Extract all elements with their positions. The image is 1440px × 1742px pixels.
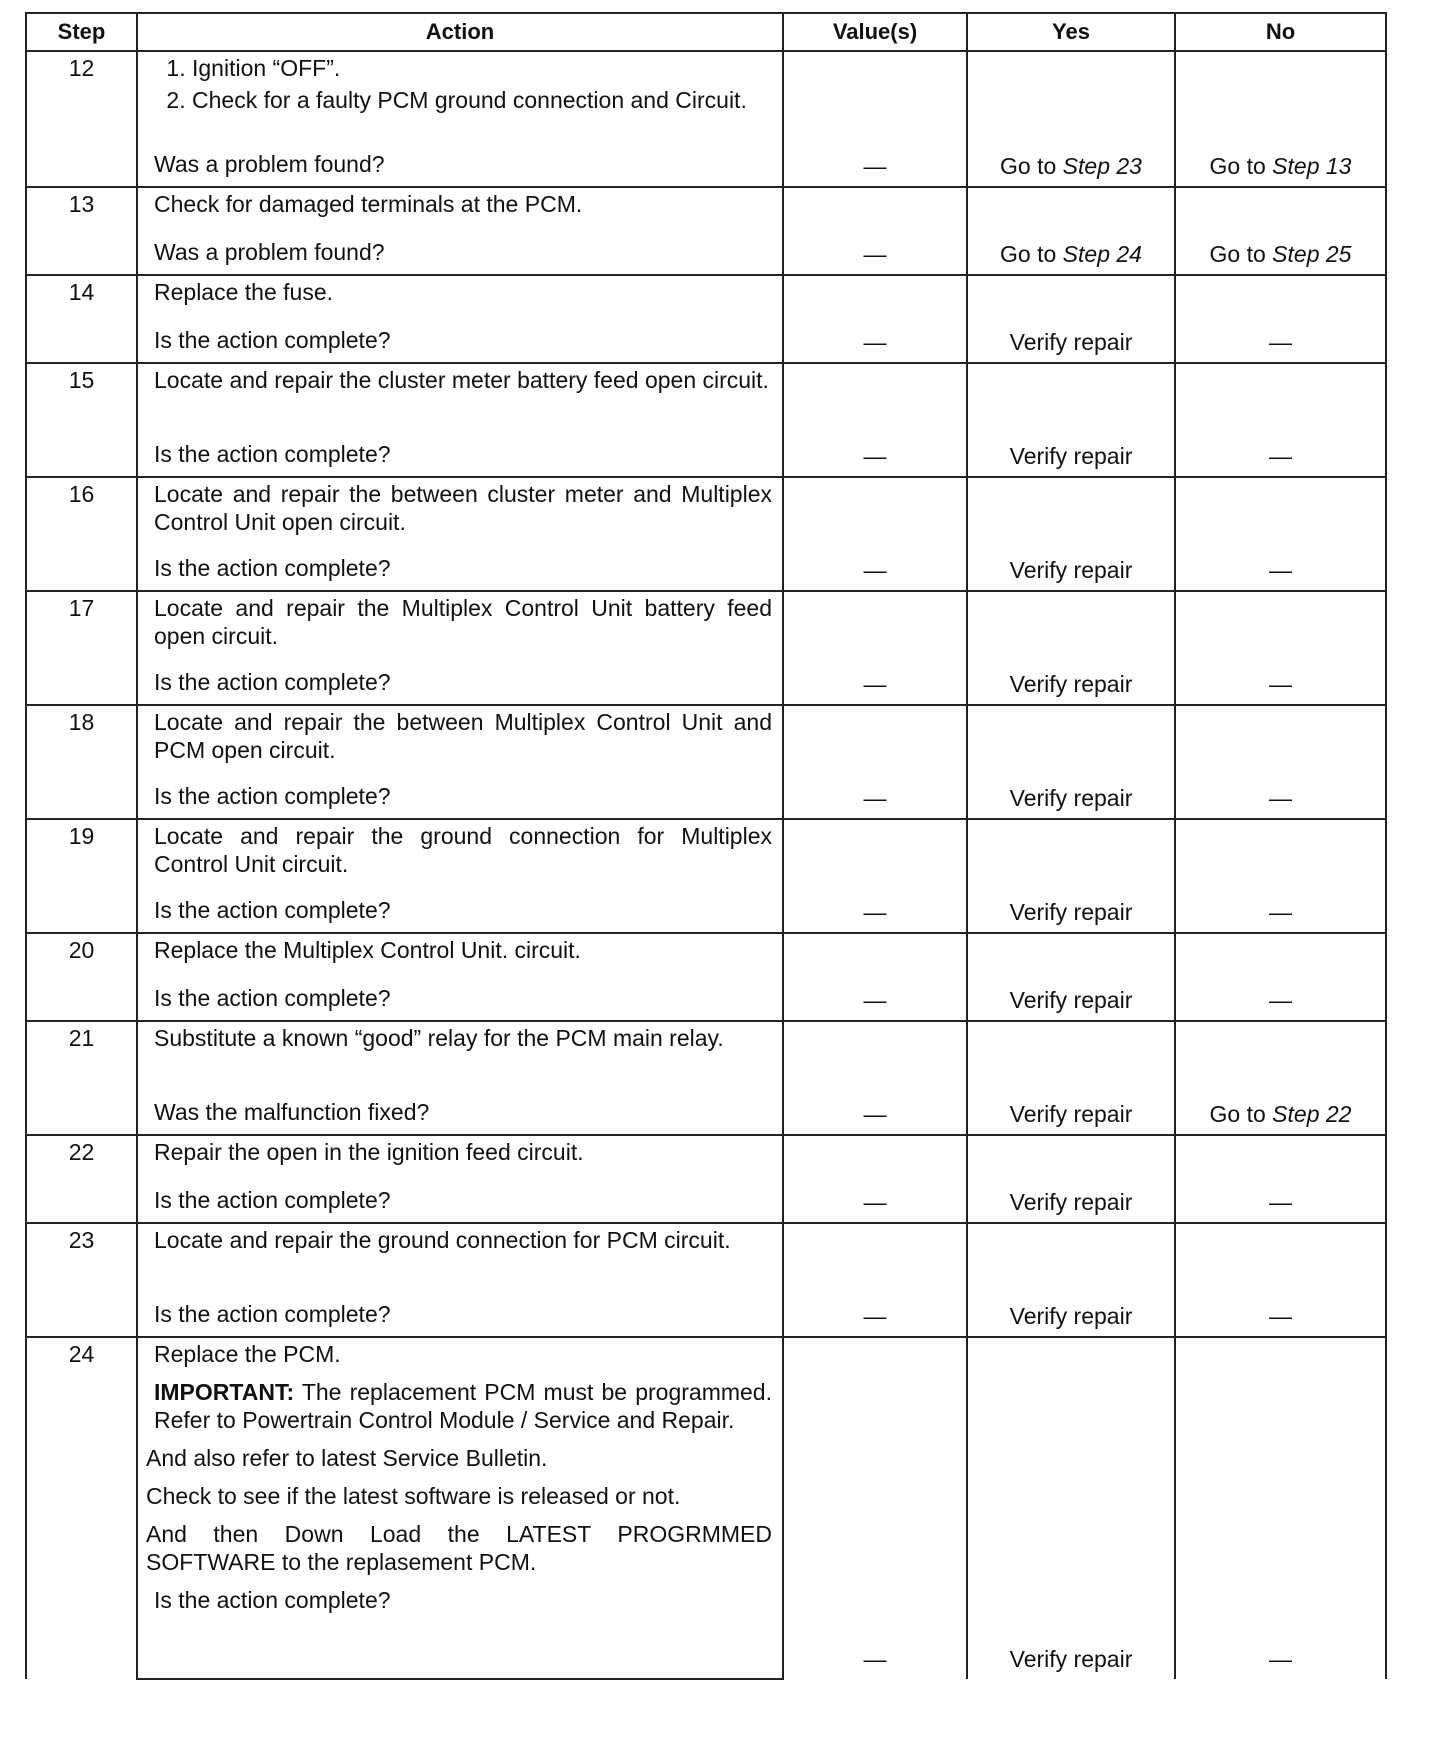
value-cell: — bbox=[783, 705, 967, 819]
important-note bbox=[154, 1378, 772, 1434]
yes-cell bbox=[967, 51, 1175, 187]
step-number: 15 bbox=[26, 363, 137, 477]
action-text bbox=[137, 591, 783, 654]
step-number: 22 bbox=[26, 1135, 137, 1223]
question-text bbox=[137, 1172, 783, 1223]
action-line: 2. Check for a faulty PCM ground connection and Circuit. bbox=[192, 86, 772, 114]
question-text bbox=[137, 970, 783, 1021]
action-text bbox=[137, 51, 783, 140]
no-cell: — bbox=[1175, 1337, 1386, 1679]
question-text bbox=[137, 540, 783, 591]
action-line: Locate and repair the ground connection for Multiplex Control Unit circuit. bbox=[154, 823, 772, 877]
value-cell: — bbox=[783, 275, 967, 363]
question: Is the action complete? bbox=[154, 441, 391, 467]
action-line: Repair the open in the ignition feed circuit. bbox=[154, 1139, 584, 1165]
question-text bbox=[137, 224, 783, 275]
step-number: 21 bbox=[26, 1021, 137, 1135]
no-cell: — bbox=[1175, 363, 1386, 477]
question-text bbox=[137, 882, 783, 933]
table-row-step-16 bbox=[26, 477, 1386, 540]
yes-cell: Verify repair bbox=[967, 363, 1175, 477]
question-text bbox=[137, 140, 783, 187]
step-number: 16 bbox=[26, 477, 137, 591]
table-row-step-24 bbox=[26, 1337, 1386, 1636]
action-line: Locate and repair the cluster meter battery feed open circuit. bbox=[154, 367, 769, 393]
yes-cell: Verify repair bbox=[967, 1021, 1175, 1135]
action-text bbox=[137, 1135, 783, 1172]
header-step: Step bbox=[26, 13, 137, 51]
table-row-step-22 bbox=[26, 1135, 1386, 1172]
yes-cell: Verify repair bbox=[967, 275, 1175, 363]
yes-cell: Verify repair bbox=[967, 477, 1175, 591]
action-line: Locate and repair the Multiplex Control Unit battery feed open circuit. bbox=[154, 595, 772, 649]
no-cell: — bbox=[1175, 1135, 1386, 1223]
no-prefix: Go to bbox=[1209, 153, 1273, 179]
extra-line: And then Down Load the LATEST PROGRMMED SOFTWARE to the replasement PCM. bbox=[146, 1521, 772, 1575]
step-number: 23 bbox=[26, 1223, 137, 1337]
action-text bbox=[137, 1021, 783, 1084]
question-text bbox=[137, 1084, 783, 1135]
table-row-step-15 bbox=[26, 363, 1386, 426]
yes-prefix: Go to bbox=[1000, 241, 1063, 267]
action-text bbox=[137, 477, 783, 540]
action-line: Replace the PCM. bbox=[154, 1341, 341, 1367]
question: Was a problem found? bbox=[154, 239, 385, 265]
action-spacer bbox=[137, 1636, 783, 1679]
action-text bbox=[137, 819, 783, 882]
no-cell: — bbox=[1175, 933, 1386, 1021]
yes-cell: Verify repair bbox=[967, 591, 1175, 705]
yes-cell: Verify repair bbox=[967, 933, 1175, 1021]
question: Is the action complete? bbox=[154, 555, 391, 581]
no-step-ref: Step 25 bbox=[1272, 241, 1352, 267]
diagnostic-steps-table bbox=[25, 12, 1387, 1680]
action-line: Replace the fuse. bbox=[154, 279, 334, 305]
question: Is the action complete? bbox=[154, 669, 391, 695]
no-prefix: Go to bbox=[1209, 1101, 1273, 1127]
yes-cell: Verify repair bbox=[967, 705, 1175, 819]
action-line: Replace the Multiplex Control Unit. circuit. bbox=[154, 937, 581, 963]
extra-line: And also refer to latest Service Bulletin. bbox=[146, 1445, 548, 1471]
table-row-step-14 bbox=[26, 275, 1386, 312]
action-text bbox=[137, 933, 783, 970]
value-cell: — bbox=[783, 187, 967, 275]
table-row-step-18 bbox=[26, 705, 1386, 768]
question: Is the action complete? bbox=[154, 985, 391, 1011]
no-cell: — bbox=[1175, 819, 1386, 933]
step-number: 17 bbox=[26, 591, 137, 705]
question-text bbox=[137, 312, 783, 363]
question-text bbox=[137, 426, 783, 477]
no-prefix: Go to bbox=[1209, 241, 1273, 267]
no-cell: — bbox=[1175, 275, 1386, 363]
value-cell: — bbox=[783, 1135, 967, 1223]
no-cell bbox=[1175, 187, 1386, 275]
question-text bbox=[137, 654, 783, 705]
table-row-step-20 bbox=[26, 933, 1386, 970]
value-cell: — bbox=[783, 591, 967, 705]
step-number: 12 bbox=[26, 51, 137, 187]
action-line: Check for damaged terminals at the PCM. bbox=[154, 191, 583, 217]
table-row-step-19 bbox=[26, 819, 1386, 882]
value-cell: — bbox=[783, 1021, 967, 1135]
no-cell bbox=[1175, 51, 1386, 187]
table-row-step-13 bbox=[26, 187, 1386, 224]
question: Is the action complete? bbox=[154, 1587, 391, 1613]
question: Is the action complete? bbox=[154, 1187, 391, 1213]
important-text: The replacement PCM must be programmed. Refer to Powertrain Control Module / Service and Repair. bbox=[154, 1379, 772, 1433]
step-number: 13 bbox=[26, 187, 137, 275]
table-row-step-23 bbox=[26, 1223, 1386, 1286]
header-no: No bbox=[1175, 13, 1386, 51]
value-cell: — bbox=[783, 477, 967, 591]
value-cell: — bbox=[783, 51, 967, 187]
important-label: IMPORTANT: bbox=[154, 1379, 295, 1405]
no-cell: — bbox=[1175, 1223, 1386, 1337]
action-text bbox=[137, 1223, 783, 1286]
yes-step-ref: Step 23 bbox=[1062, 153, 1142, 179]
no-cell bbox=[1175, 1021, 1386, 1135]
no-cell: — bbox=[1175, 477, 1386, 591]
action-text bbox=[137, 1337, 783, 1636]
no-cell: — bbox=[1175, 705, 1386, 819]
question: Is the action complete? bbox=[154, 897, 391, 923]
table-header-row bbox=[26, 13, 1386, 51]
action-text bbox=[137, 705, 783, 768]
yes-prefix: Go to bbox=[1000, 153, 1063, 179]
yes-cell: Verify repair bbox=[967, 1135, 1175, 1223]
question: Is the action complete? bbox=[154, 783, 391, 809]
extra-line: Check to see if the latest software is released or not. bbox=[146, 1483, 681, 1509]
question-text bbox=[137, 768, 783, 819]
action-text bbox=[137, 363, 783, 426]
step-number: 20 bbox=[26, 933, 137, 1021]
question: Was the malfunction fixed? bbox=[154, 1099, 430, 1125]
header-yes: Yes bbox=[967, 13, 1175, 51]
question: Is the action complete? bbox=[154, 1301, 391, 1327]
action-text bbox=[137, 187, 783, 224]
step-number: 18 bbox=[26, 705, 137, 819]
yes-cell bbox=[967, 187, 1175, 275]
action-line: Locate and repair the between Multiplex Control Unit and PCM open circuit. bbox=[154, 709, 772, 763]
yes-step-ref: Step 24 bbox=[1062, 241, 1142, 267]
action-line: Substitute a known “good” relay for the PCM main relay. bbox=[154, 1025, 724, 1051]
question-text bbox=[137, 1286, 783, 1337]
action-line: Locate and repair the between cluster meter and Multiplex Control Unit open circuit. bbox=[154, 481, 772, 535]
step-number: 24 bbox=[26, 1337, 137, 1679]
yes-cell: Verify repair bbox=[967, 1337, 1175, 1679]
step-number: 19 bbox=[26, 819, 137, 933]
question: Is the action complete? bbox=[154, 327, 391, 353]
value-cell: — bbox=[783, 819, 967, 933]
action-line: Locate and repair the ground connection for PCM circuit. bbox=[154, 1227, 731, 1253]
header-action: Action bbox=[137, 13, 783, 51]
action-line: 1. Ignition “OFF”. bbox=[192, 54, 772, 82]
value-cell: — bbox=[783, 1223, 967, 1337]
question: Was a problem found? bbox=[154, 151, 385, 177]
value-cell: — bbox=[783, 933, 967, 1021]
action-text bbox=[137, 275, 783, 312]
no-step-ref: Step 13 bbox=[1272, 153, 1352, 179]
yes-cell: Verify repair bbox=[967, 819, 1175, 933]
yes-cell: Verify repair bbox=[967, 1223, 1175, 1337]
header-values: Value(s) bbox=[783, 13, 967, 51]
value-cell: — bbox=[783, 363, 967, 477]
table-row-step-21 bbox=[26, 1021, 1386, 1084]
table-row-step-17 bbox=[26, 591, 1386, 654]
no-step-ref: Step 22 bbox=[1272, 1101, 1352, 1127]
no-cell: — bbox=[1175, 591, 1386, 705]
step-number: 14 bbox=[26, 275, 137, 363]
table-row-step-12 bbox=[26, 51, 1386, 140]
value-cell: — bbox=[783, 1337, 967, 1679]
